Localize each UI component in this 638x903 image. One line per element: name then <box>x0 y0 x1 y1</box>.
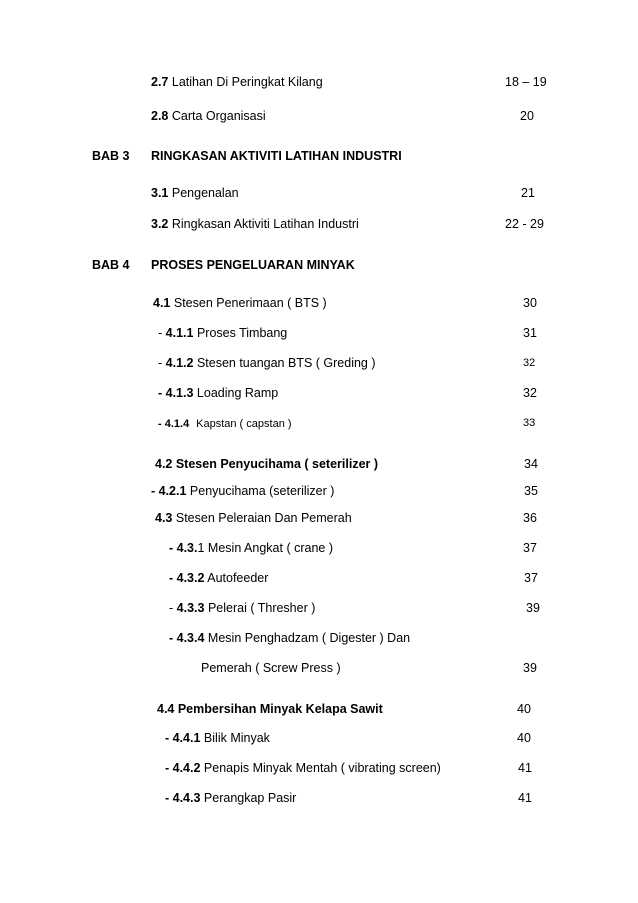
page-number: 36 <box>523 511 537 525</box>
toc-entry-3-2 <box>0 215 638 233</box>
toc-entry-4-1-3 <box>0 384 638 402</box>
section-title: Pelerai ( Thresher ) <box>207 601 316 615</box>
page-number: 22 - 29 <box>505 217 544 231</box>
toc-entry-2-7 <box>0 73 638 91</box>
section-title: Penyucihama (seterilizer ) <box>189 484 335 498</box>
page-number: 21 <box>521 186 535 200</box>
toc-entry-4-3-4 <box>0 629 638 647</box>
toc-entry-title <box>151 482 334 500</box>
section-title: Proses Timbang <box>196 326 288 340</box>
section-title: Penapis Minyak Mentah ( vibrating screen) <box>203 761 441 775</box>
toc-entry-3-1 <box>0 184 638 202</box>
toc-entry-title <box>155 509 352 527</box>
section-number: 2.7 <box>151 75 169 89</box>
section-number: 4.3.3 <box>176 601 205 615</box>
chapter-label: BAB 3 <box>92 149 130 163</box>
list-dash: - <box>169 601 177 615</box>
page-number: 31 <box>523 326 537 340</box>
section-number: - 4.2.1 <box>151 484 187 498</box>
section-number: 4.1 <box>153 296 171 310</box>
toc-entry-4-3-3 <box>0 599 638 617</box>
toc-entry-4-1-2 <box>0 354 638 372</box>
page-number: 37 <box>524 571 538 585</box>
page-number: 18 – 19 <box>505 75 547 89</box>
toc-entry-4-3-4-continuation <box>0 659 638 677</box>
toc-entry-4-1-1 <box>0 324 638 342</box>
page-number: 32 <box>523 357 536 369</box>
section-number: - 4.4.3 <box>165 791 201 805</box>
section-number: - 4.3.2 <box>169 571 205 585</box>
toc-entry-title <box>151 107 266 125</box>
section-title: Pengenalan <box>171 186 239 200</box>
chapter-label: BAB 4 <box>92 258 130 272</box>
page-number: 35 <box>524 484 538 498</box>
section-title: Stesen Peleraian Dan Pemerah <box>175 511 352 525</box>
toc-entry-title <box>153 294 327 312</box>
section-title: Ringkasan Aktiviti Latihan Industri <box>171 217 359 231</box>
section-number: 3.2 <box>151 217 169 231</box>
chapter-title: PROSES PENGELUARAN MINYAK <box>151 258 355 272</box>
section-title: Stesen tuangan BTS ( Greding ) <box>196 356 376 370</box>
toc-entry-4-4-2 <box>0 759 638 777</box>
toc-entry-4-4 <box>0 700 638 718</box>
section-title: 4.2 Stesen Penyucihama ( seterilizer ) <box>155 457 379 471</box>
toc-entry-title <box>158 354 376 372</box>
toc-entry-title <box>165 759 441 777</box>
page-number: 34 <box>524 457 538 471</box>
section-title: Autofeeder <box>207 571 269 585</box>
toc-entry-4-2-1 <box>0 482 638 500</box>
toc-entry-4-2 <box>0 455 638 473</box>
toc-entry-4-3-2 <box>0 569 638 587</box>
page-number: 39 <box>526 601 540 615</box>
toc-entry-title <box>165 729 270 747</box>
list-dash: - <box>158 326 166 340</box>
toc-entry-title <box>151 184 239 202</box>
page-number: 37 <box>523 541 537 555</box>
section-number: - 4.3. <box>169 541 198 555</box>
section-number: 3.1 <box>151 186 169 200</box>
toc-entry-title <box>151 215 359 233</box>
section-title: 1 Mesin Angkat ( crane ) <box>197 541 333 555</box>
toc-entry-title <box>169 599 315 617</box>
toc-entry-title <box>169 629 410 647</box>
section-title: Kapstan ( capstan ) <box>196 418 292 430</box>
page-number: 41 <box>518 791 532 805</box>
chapter-heading-bab-4 <box>0 256 638 274</box>
page-number: 30 <box>523 296 537 310</box>
toc-entry-4-1 <box>0 294 638 312</box>
section-number: - 4.3.4 <box>169 631 205 645</box>
page-number: 39 <box>523 661 537 675</box>
toc-entry-title <box>158 384 278 402</box>
chapter-heading-bab-3 <box>0 147 638 165</box>
toc-entry-2-8 <box>0 107 638 125</box>
toc-entry-title <box>169 539 333 557</box>
toc-entry-title <box>165 789 296 807</box>
section-number: 4.1.2 <box>165 356 194 370</box>
section-number: - 4.4.1 <box>165 731 201 745</box>
toc-entry-4-4-3 <box>0 789 638 807</box>
toc-entry-4-1-4 <box>0 414 638 432</box>
toc-entry-title <box>158 324 287 342</box>
page-number: 33 <box>523 417 536 429</box>
section-title: Mesin Penghadzam ( Digester ) Dan <box>207 631 411 645</box>
section-number: 4.1.1 <box>165 326 194 340</box>
toc-entry-title <box>169 569 268 587</box>
section-number: 2.8 <box>151 109 169 123</box>
toc-entry-4-3-1 <box>0 539 638 557</box>
section-title: Stesen Penerimaan ( BTS ) <box>173 296 327 310</box>
section-title-continuation: Pemerah ( Screw Press ) <box>201 661 341 675</box>
section-title: 4.4 Pembersihan Minyak Kelapa Sawit <box>157 702 383 716</box>
section-number: 4.3 <box>155 511 173 525</box>
section-number: - 4.1.4 <box>158 418 190 430</box>
section-title: Loading Ramp <box>196 386 279 400</box>
page-number: 40 <box>517 702 531 716</box>
section-number: - 4.4.2 <box>165 761 201 775</box>
list-dash: - <box>158 356 166 370</box>
toc-entry-title <box>158 414 292 433</box>
section-number: - 4.1.3 <box>158 386 194 400</box>
toc-entry-title <box>151 73 323 91</box>
section-title: Carta Organisasi <box>171 109 266 123</box>
page-number: 41 <box>518 761 532 775</box>
section-title: Bilik Minyak <box>203 731 270 745</box>
page-number: 20 <box>520 109 534 123</box>
page-number: 40 <box>517 731 531 745</box>
section-title: Perangkap Pasir <box>203 791 297 805</box>
toc-entry-4-4-1 <box>0 729 638 747</box>
toc-entry-4-3 <box>0 509 638 527</box>
page-number: 32 <box>523 386 537 400</box>
chapter-title: RINGKASAN AKTIVITI LATIHAN INDUSTRI <box>151 149 402 163</box>
section-title: Latihan Di Peringkat Kilang <box>171 75 323 89</box>
